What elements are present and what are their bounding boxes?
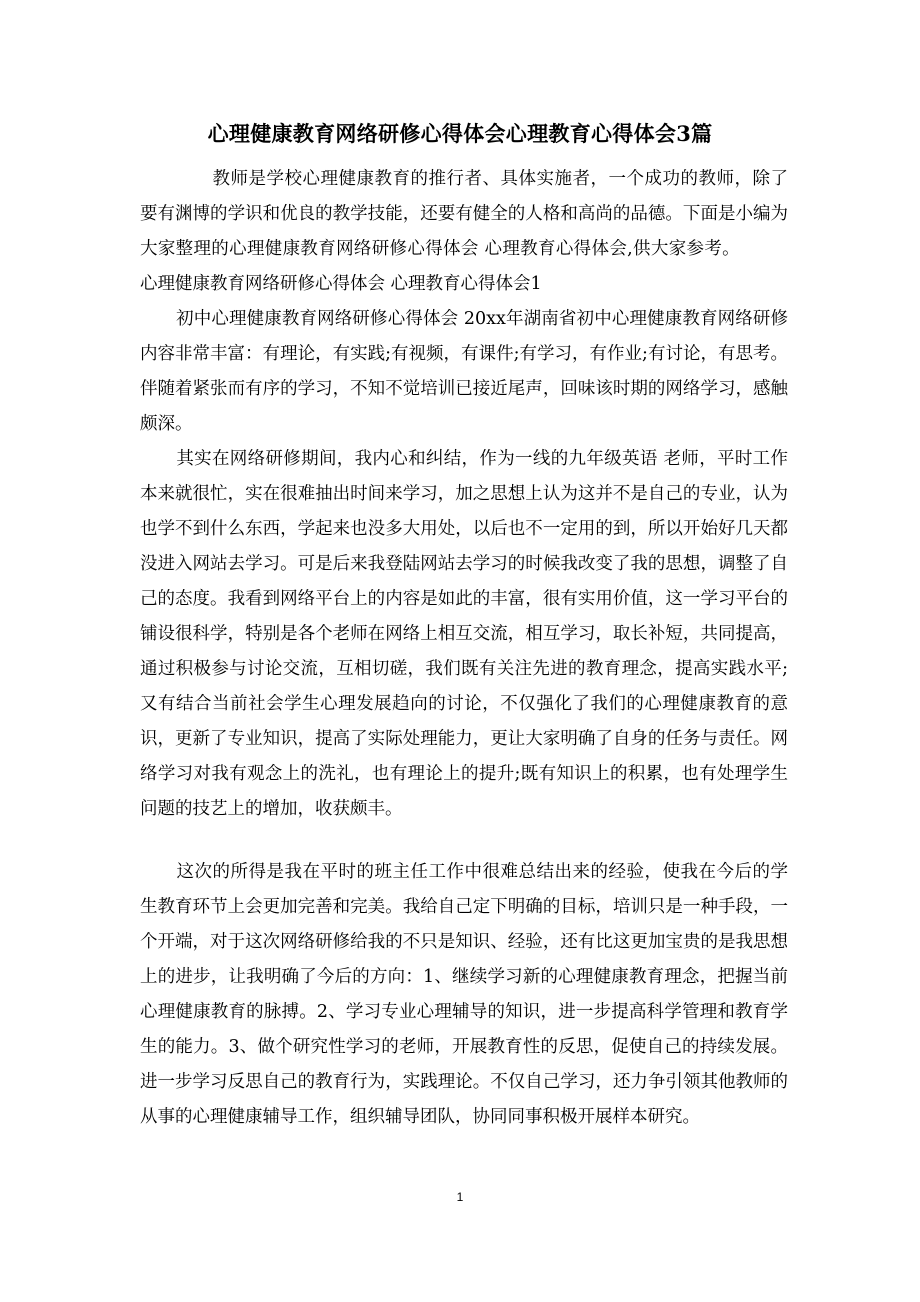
- body-paragraph-1: [140, 302, 788, 442]
- paragraph-text: 这次的所得是我在平时的班主任工作中很难总结出来的经验，使我在今后的学生教育环节上会更加完善和完美。我给自己定下明确的目标，培训只是一种手段，一个开端，对于这次网络研修给我的不只是知识、经验，还有比这更加宝贵的是我思想上的进步，让我明确了今后的方向：1、继续学习新的心理健康教育理念，把握当前心理健康教育的脉搏。2、学习专业心理辅导的知识，进一步提高科学管理和教育学生的能力。3、做个研究性学习的老师，开展教育性的反思，促使自己的持续发展。进一步学习反思自己的教育行为，实践理论。不仅自己学习，还力争引领其他教师的从事的心理健康辅导工作，组织辅导团队，协同同事积极开展样本研究。: [140, 862, 788, 1127]
- section-heading: 心理健康教育网络研修心得体会 心理教育心得体会1: [140, 274, 542, 294]
- intro-paragraph: [140, 162, 788, 302]
- intro-text: 教师是学校心理健康教育的推行者、具体实施者，一个成功的教师，除了要有渊博的学识和优良的教学技能，还要有健全的人格和高尚的品德。下面是小编为大家整理的心理健康教育网络研修心得体会 心理教育心得体会,供大家参考。: [140, 169, 788, 259]
- paragraph-text: 其实在网络研修期间，我内心和纠结，作为一线的九年级英语 老师，平时工作本来就很忙，实在很难抽出时间来学习，加之思想上认为这并不是自己的专业，认为也学不到什么东西，学起来也没多大用处，以后也不一定用的到，所以开始好几天都没进入网站去学习。可是后来我登陆网站去学习的时候我改变了我的思想，调整了自己的态度。我看到网络平台上的内容是如此的丰富，很有实用价值，这一学习平台的铺设很科学，特别是各个老师在网络上相互交流，相互学习，取长补短，共同提高，通过积极参与讨论交流，互相切磋，我们既有关注先进的教育理念，提高实践水平;又有结合当前社会学生心理发展趋向的讨论，不仅强化了我们的心理健康教育的意识，更新了专业知识，提高了实际处理能力，更让大家明确了自身的任务与责任。网络学习对我有观念上的洗礼，也有理论上的提升;既有知识上的积累，也有处理学生问题的技艺上的增加，收获颇丰。: [140, 449, 788, 819]
- page-number: 1: [456, 1190, 464, 1204]
- document-title: 心理健康教育网络研修心得体会心理教育心得体会3篇: [207, 121, 713, 146]
- body-paragraph-3: [140, 855, 788, 1135]
- paragraph-text: 初中心理健康教育网络研修心得体会 20xx年湖南省初中心理健康教育网络研修内容非常丰富：有理论，有实践;有视频，有课件;有学习，有作业;有讨论，有思考。伴随着紧张而有序的学习，不知不觉培训已接近尾声，回味该时期的网络学习，感触颇深。: [140, 309, 788, 434]
- body-paragraph-2: [140, 442, 788, 827]
